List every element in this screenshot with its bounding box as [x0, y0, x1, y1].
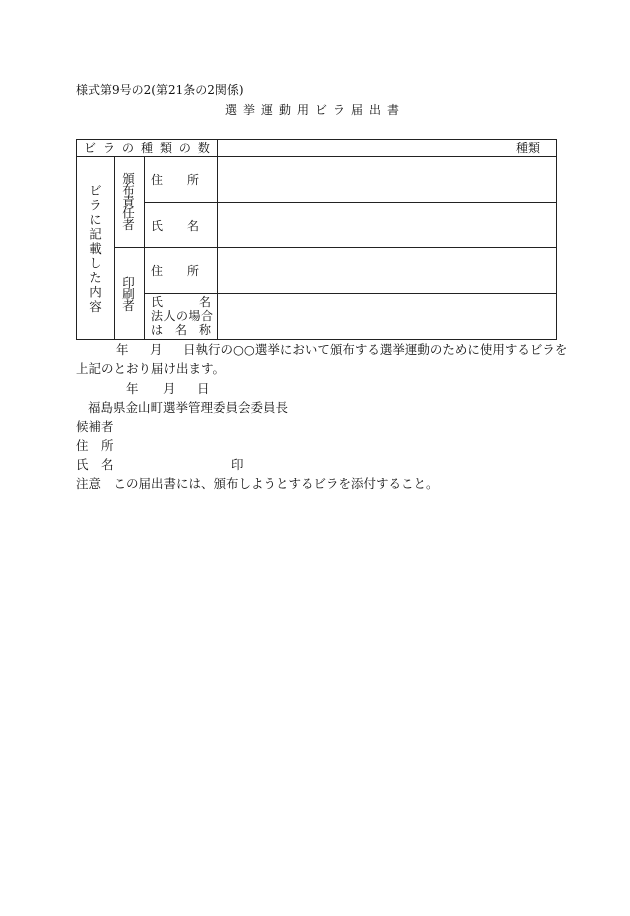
group1-address-label: 住 所	[151, 173, 200, 187]
table-border-bottom	[76, 339, 557, 340]
notification-sentence-line-2: 上記のとおり届け出ます。	[76, 361, 226, 376]
table-header-divider	[76, 156, 557, 157]
submission-day-label: 日	[197, 381, 210, 396]
header-kinds-count-label	[84, 142, 210, 154]
header-kinds-unit: 種類	[516, 141, 541, 155]
row-divider-2	[144, 293, 557, 294]
group-divider	[114, 247, 557, 248]
candidate-label: 候補者	[76, 419, 114, 434]
table-border-top	[76, 139, 557, 140]
side-column-divider	[114, 156, 115, 339]
candidate-address-label: 住 所	[76, 438, 114, 453]
execution-month-label: 月	[150, 342, 163, 357]
table-border-left	[76, 139, 77, 340]
seal-mark: 印	[231, 457, 244, 472]
table-border-right	[556, 139, 557, 340]
attachment-note: 注意 この届出書には、頒布しようとするビラを添付すること。	[76, 476, 439, 491]
printer-label: 印刷者	[120, 276, 136, 311]
group1-name-label: 氏 名	[151, 219, 200, 233]
distribution-manager-label: 頒布責任者	[120, 172, 136, 230]
submission-month-label: 月	[163, 381, 176, 396]
submission-year-label: 年	[126, 381, 139, 396]
group2-name-right: 名	[198, 295, 211, 309]
group-column-divider	[144, 156, 145, 339]
header-kinds-count-text: ビ ラ の 種 類 の 数	[84, 141, 210, 155]
notification-sentence-line-1: 日執行の○○選挙において頒布する選挙運動のために使用するビラを	[183, 342, 568, 357]
label-column-divider	[217, 139, 218, 340]
execution-year-label: 年	[116, 342, 129, 357]
form-number-label: 様式第9号の2(第21条の2関係)	[76, 83, 244, 97]
side-content-label: ビラに記載した内容	[87, 184, 103, 315]
group2-name-row	[151, 296, 211, 308]
corporation-line-2: は 名 称	[151, 323, 212, 337]
candidate-name-label: 氏 名	[76, 457, 114, 472]
corporation-line-1	[151, 310, 213, 322]
recipient-line: 福島県金山町選挙管理委員会委員長	[88, 400, 289, 415]
row-divider-1	[144, 202, 557, 203]
group2-name-left: 氏	[151, 295, 164, 309]
group2-address-label: 住 所	[151, 264, 200, 278]
corporation-line-1-text: 法 人 の 場 合	[151, 309, 213, 323]
document-title: 選挙運動用ビラ届出書	[224, 103, 405, 117]
